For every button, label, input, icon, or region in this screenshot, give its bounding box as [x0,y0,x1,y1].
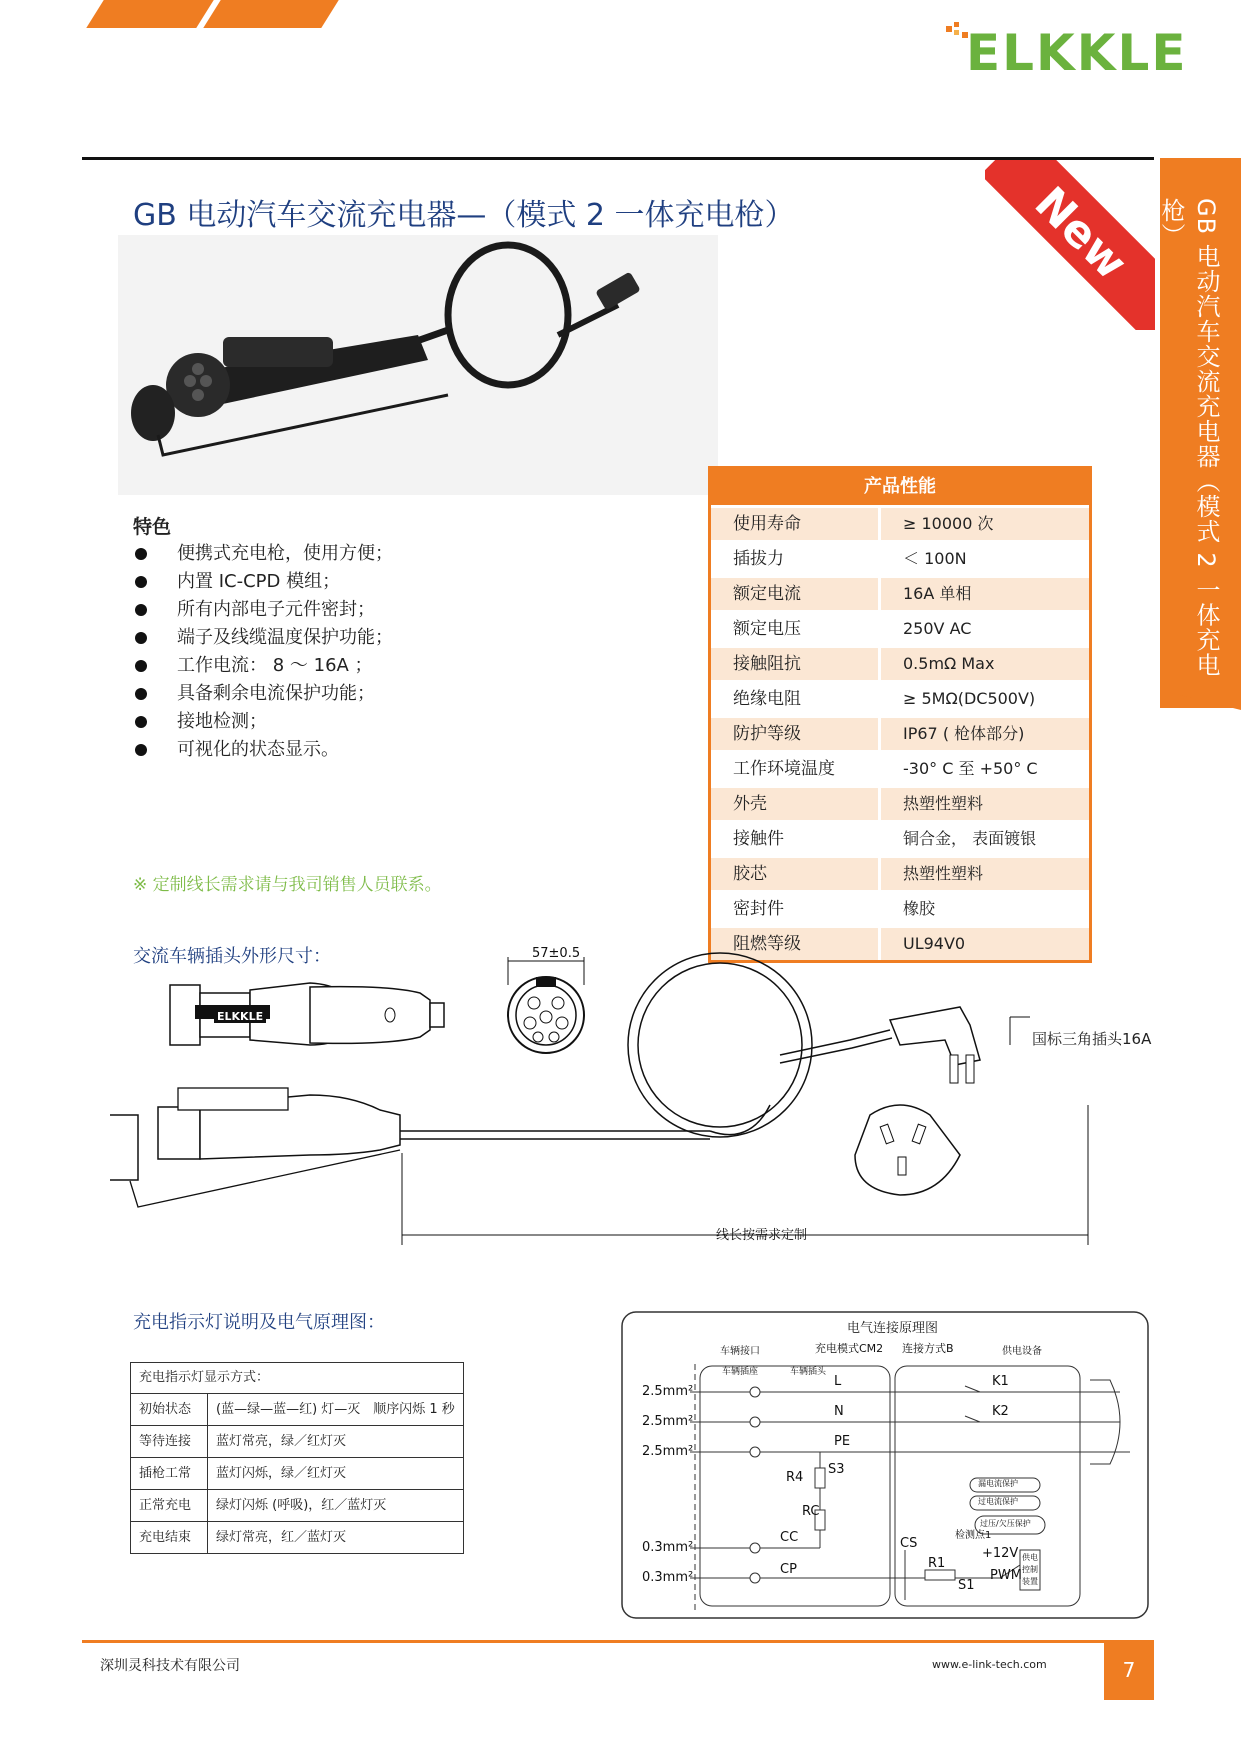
spec-row [711,645,1089,680]
component-label: +12V [982,1546,1019,1561]
wire-size-label: 2.5mm² [642,1384,694,1399]
spec-row-value: 橡胶 [903,899,936,918]
spec-row [711,820,1089,855]
spec-row-key: 插拔力 [711,543,881,575]
component-label: CS [900,1536,918,1551]
side-tab [1157,158,1241,708]
protection-label: 过压/欠压保护 [980,1519,1031,1528]
wire-size-label: 0.3mm² [642,1540,694,1555]
bottom-rule [82,1640,1154,1643]
header-stripe-2 [203,0,338,28]
feature-list [133,540,393,764]
company-website[interactable]: www.e-link-tech.com [932,1658,1047,1671]
component-label: PWM [990,1568,1022,1583]
feature-item: 具备剩余电流保护功能； [133,680,393,708]
spec-row-key: 阻燃等级 [711,928,881,960]
spec-row [711,785,1089,820]
indicator-description: 蓝灯闪烁，绿／红灯灭 [216,1466,347,1481]
new-ribbon [985,160,1155,330]
spec-row-value: ≥ 10000 次 [903,514,994,533]
spec-row-key: 防护等级 [711,718,881,750]
indicator-state: 初始状态 [131,1394,208,1425]
feature-item: 工作电流： 8 ～ 16A ； [133,652,393,680]
indicator-row [131,1426,463,1458]
switch-label: K2 [992,1404,1009,1419]
schematic-col-mode: 充电模式CM2 [815,1342,884,1355]
spec-row [711,505,1089,540]
spec-row [711,715,1089,750]
feature-item: 端子及线缆温度保护功能； [133,624,393,652]
cable-length-label: 线长按需求定制 [716,1228,808,1243]
plug-front-view [508,957,584,1053]
spec-row-value: IP67 ( 枪体部分) [903,724,1025,743]
company-name: 深圳灵科技术有限公司 [100,1658,240,1674]
indicator-state: 正常充电 [131,1490,208,1521]
protection-label: 过电流保护 [978,1497,1018,1506]
wire-size-label: 2.5mm² [642,1444,694,1459]
spec-row-value: UL94V0 [903,934,966,953]
component-label: S1 [958,1578,975,1593]
spec-row [711,680,1089,715]
custom-length-note: ※ 定制线长需求请与我司销售人员联系。 [133,875,442,895]
spec-row-key: 密封件 [711,893,881,925]
spec-row-value: -30° C 至 +50° C [903,759,1038,778]
schematic-vehicle-plug: 车辆插头 [790,1367,827,1377]
spec-row-key: 接触阻抗 [711,648,881,680]
product-photo [118,235,718,495]
indicator-description: 绿灯闪烁 (呼吸)，红／蓝灯灭 [216,1498,387,1513]
dimension-drawing [110,945,1160,1255]
feature-item: 接地检测； [133,708,393,736]
page-title: GB 电动汽车交流充电器—（模式 2 一体充电枪） [133,198,795,233]
indicator-description: 蓝灯常亮，绿／红灯灭 [216,1434,347,1449]
spec-row [711,750,1089,785]
spec-row-value: ≥ 5MΩ(DC500V) [903,689,1036,708]
page-number: 7 [1104,1640,1154,1700]
brand-logo [946,22,1188,82]
line-label: L [834,1374,842,1389]
indicator-state: 充电结束 [131,1522,208,1553]
line-label: CP [780,1562,797,1577]
spec-row [711,610,1089,645]
spec-row-key: 额定电压 [711,613,881,645]
schematic-vehicle-socket: 车辆插座 [722,1367,759,1377]
schematic-col-supply: 供电设备 [1002,1346,1042,1357]
header-stripe-1 [86,0,213,28]
spec-row [711,575,1089,610]
front-view-width-label: 57±0.5 [532,946,581,961]
spec-row-key: 胶芯 [711,858,881,890]
component-label: RC [802,1504,820,1519]
component-label: R4 [786,1470,804,1485]
indicator-description: (蓝—绿—蓝—红) 灯—灭 顺序闪烁 1 秒 [216,1402,455,1417]
feature-item: 内置 IC-CPD 模组； [133,568,393,596]
indicator-row [131,1522,463,1553]
indicator-heading: 充电指示灯说明及电气原理图： [133,1312,385,1333]
indicator-row [131,1458,463,1490]
component-label: R1 [928,1556,946,1571]
spec-row [711,890,1089,925]
schematic-diagram [620,1310,1150,1620]
schematic-col-connection: 连接方式B [902,1342,954,1355]
spec-row [711,540,1089,575]
spec-table-heading: 产品性能 [711,469,1089,505]
line-label: PE [834,1434,851,1449]
switch-label: K1 [992,1374,1009,1389]
dimension-heading: 交流车辆插头外形尺寸： [133,946,331,967]
spec-row-key: 接触件 [711,823,881,855]
schematic-title: 电气连接原理图 [847,1321,939,1336]
side-tab-tip [1160,690,1241,710]
detect-point-label: 检测点1 [955,1530,992,1541]
indicator-description: 绿灯常亮，红／蓝灯灭 [216,1530,347,1545]
spec-row-key: 外壳 [711,788,881,820]
control-device-label: 供电控制装置 [1022,1553,1038,1586]
plug-side-view [170,983,444,1045]
spec-row-value: 热塑性塑料 [903,794,984,813]
line-label: N [834,1404,844,1419]
line-label: CC [780,1530,799,1545]
wire-size-label: 2.5mm² [642,1414,694,1429]
spec-row-key: 额定电流 [711,578,881,610]
features-heading: 特色 [133,516,172,538]
indicator-state: 插枪工常 [131,1458,208,1489]
indicator-table [130,1362,464,1554]
spec-table [708,466,1092,963]
plug-type-label: 国标三角插头16A [1032,1030,1152,1048]
spec-row-key: 工作环境温度 [711,753,881,785]
indicator-caption: 充电指示灯显示方式： [131,1363,463,1394]
spec-row [711,855,1089,890]
plug-drawing-brand: ELKKLE [214,1010,266,1023]
spec-row-value: 250V AC [903,619,972,638]
feature-item: 便携式充电枪，使用方便； [133,540,393,568]
schematic-col-vehicle-port: 车辆接口 [720,1346,760,1357]
component-label: S3 [828,1462,845,1477]
side-tab-label: GB 电动汽车交流充电器（模式 2 一体充电枪） [1157,198,1220,678]
spec-row-value: 16A 单相 [903,584,972,603]
spec-row-value: 0.5mΩ Max [903,654,995,673]
protection-label: 漏电流保护 [978,1479,1018,1488]
logo-text: ELKKLE [966,24,1188,82]
feature-item: 可视化的状态显示。 [133,736,393,764]
indicator-row [131,1490,463,1522]
indicator-state: 等待连接 [131,1426,208,1457]
spec-row-value: ＜ 100N [903,549,967,568]
spec-row-key: 使用寿命 [711,508,881,540]
indicator-row [131,1394,463,1426]
new-ribbon-label: New [1024,177,1137,290]
spec-row-value: 热塑性塑料 [903,864,984,883]
feature-item: 所有内部电子元件密封； [133,596,393,624]
spec-row-value: 铜合金， 表面镀银 [903,829,1037,848]
wire-size-label: 0.3mm² [642,1570,694,1585]
spec-row-key: 绝缘电阻 [711,683,881,715]
